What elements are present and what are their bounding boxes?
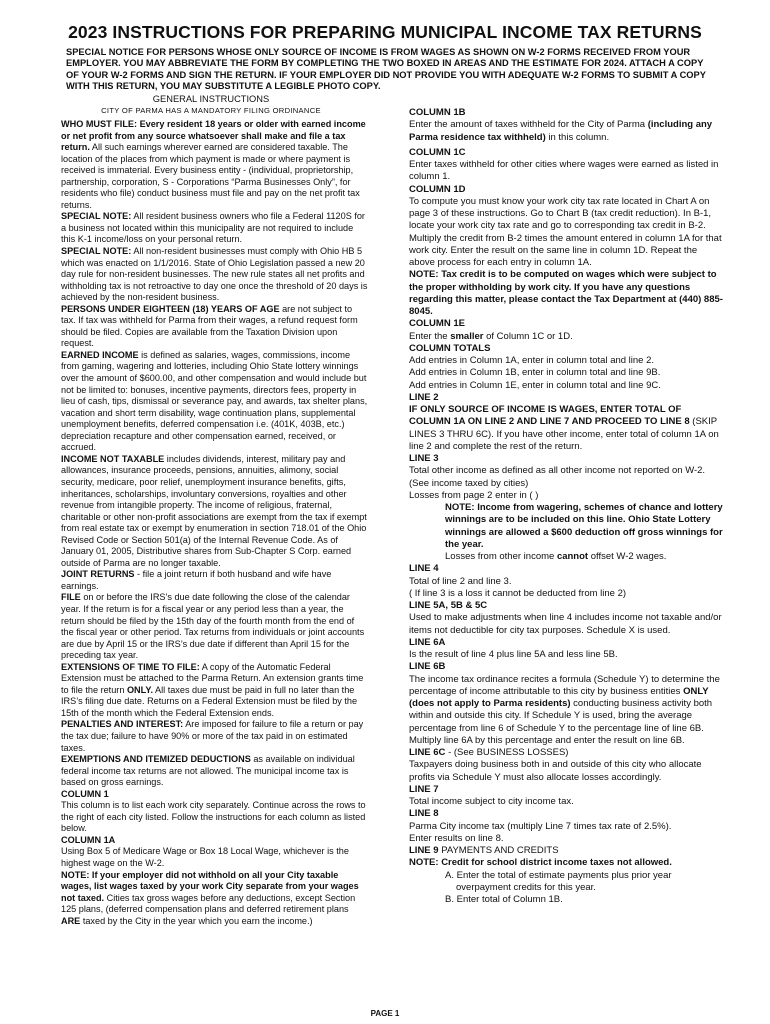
persons-under-18: PERSONS UNDER EIGHTEEN (18) YEARS OF AGE are not subject to tax. If tax was withheld for Parma from their wages, a refund request form should be filed. Copies are available from the Taxation Division upon request. [61, 303, 358, 349]
page-number: PAGE 1 [370, 1009, 400, 1018]
column-1b-text: Enter the amount of taxes withheld for the City of Parma (including any Parma residence tax withheld) in this column. [409, 119, 713, 143]
page-title: 2023 INSTRUCTIONS FOR PREPARING MUNICIPAL INCOME TAX RETURNS [68, 22, 702, 42]
line-6a-heading: LINE 6A [409, 636, 446, 648]
column-1e-text: Enter the smaller of Column 1C or 1D. [409, 330, 573, 342]
special-notice: SPECIAL NOTICE FOR PERSONS WHOSE ONLY SOURCE OF INCOME IS FROM WAGES AS SHOWN ON W-2 FORMS RECEIVED FROM YOUR EMPLOYER. YOU MAY ABBREVIATE THE FORM BY COMPLETING THE TWO BOXED IN AREAS AND THE ESTIMATE FOR 2024. ATTACH A COPY OF YOUR W-2 FORMS AND SIGN THE RETURN. IF YOUR EMPLOYER DID NOT PROVIDE YOU WITH ADEQUATE W-2 FORMS TO SUBMIT A COPY WITH THIS RETURN, YOU MAY SUBSTITUTE A LEGIBLE PHOTO COPY. [66, 47, 706, 92]
general-subheading: CITY OF PARMA HAS A MANDATORY FILING ORDINANCE [101, 106, 321, 115]
who-must-file: WHO MUST FILE: Every resident 18 years or older with earned income or net profit from any source whatsoever shall make and file a tax return. All such earnings wherever earned are considered taxable. The location of the places from which payment is made or where payment is received is immaterial. Every business entity - (individual, proprietorship, partnership, corporation, S - Corporations “Parma Businesses Only”, for residents who file) conduct business must file and pay on the net profit tax returns. [61, 119, 366, 210]
column-1e-heading: COLUMN 1E [409, 318, 465, 330]
line-6b-text: The income tax ordinance recites a formula (Schedule Y) to determine the percentage of income attributable to this city by business entities ONLY (does not apply to Parma residents) conducting business activity both within and outside this city. If Schedule Y is used, bring the average percentage from line 6 of Schedule Y to the percentage line of line 6B. Multiply line 6A by this percentage and enter the result on line 6B. [409, 673, 720, 746]
line-9-heading: LINE 9 PAYMENTS AND CREDITS [409, 845, 559, 856]
line-3-heading: LINE 3 [409, 453, 439, 464]
line-3-text-1: Total other income as defined as all other income not reported on W-2. (See income taxed by cities) [409, 465, 706, 489]
line-6a-text: Is the result of line 4 plus line 5A and less line 5B. [409, 649, 618, 660]
income-not-taxable: INCOME NOT TAXABLE includes dividends, interest, military pay and allowances, insurance proceeds, pensions, annuities, alimony, social security, medicare, poor relief, unemployment insurance benefits, gifts, inheritances, scholarships, involuntary conversions, royalties and other revenue from intangible property. The income of religious, fraternal, charitable or other non-profit associations are exempt from the tax if exempt from real estate tax or exempt by enumeration in section 718.01 of the Ohio Revised Code or Section 501(a) of the Internal Revenue Code. As of January 01, 2005, Distributive shares from Sub-Chapter S Corp. earned outside of Parma are no longer taxable. [61, 453, 367, 568]
line-4-text-2: ( If line 3 is a loss it cannot be deducted from line 2) [409, 587, 627, 599]
column-1c-text: Enter taxes withheld for other cities where wages were earned as listed in column 1. [409, 159, 719, 183]
line-4-heading: LINE 4 [409, 563, 439, 575]
extensions: EXTENSIONS OF TIME TO FILE: A copy of the Automatic Federal Extension must be attached to the Parma Return. An extension grants time to file the return ONLY. All taxes due must be paid in full no later than the IRS’s filing due date. Returns on a Federal Extension must be filed by the 15th of the month which the Federal Extension ends. [61, 661, 364, 718]
line-4-text-1: Total of line 2 and line 3. [409, 575, 512, 587]
column-totals-heading: COLUMN TOTALS [409, 342, 491, 354]
column-totals-2: Add entries in Column 1B, enter in column total and line 9B. [409, 367, 661, 379]
column-1-heading: COLUMN 1 [61, 788, 109, 799]
line-8-text-2: Enter results on line 8. [409, 832, 504, 844]
column-1d-heading: COLUMN 1D [409, 183, 466, 195]
exemptions: EXEMPTIONS AND ITEMIZED DEDUCTIONS as available on individual federal income tax returns are not allowed. The municipal income tax is based on gross earnings. [61, 754, 355, 788]
column-totals-3: Add entries in Column 1E, enter in column total and line 9C. [409, 379, 661, 391]
column-1-text: This column is to list each work city separately. Continue across the rows to the right of each city listed. Follow the instructions for each column as listed below. [61, 800, 366, 834]
line-6b-heading: LINE 6B [409, 661, 446, 673]
right-column [409, 107, 725, 906]
penalties-interest: PENALTIES AND INTEREST: Are imposed for failure to file a return or pay the tax due; failure to have 90% or more of the tax paid in on estimated taxes. [61, 719, 364, 753]
earned-income: EARNED INCOME is defined as salaries, wages, commissions, income from gaming, wagering and lotteries, including Ohio State lottery winnings over the amount of $600.00, and other compensation and would include but not be limited to: bonuses, incentive payments, directors fees, property in lieu of cash, tips, dismissal or severance pay, and awards, tax shelter plans, vacation and short term disability, wage continuation plans, supplemental unemployment benefits, deferred compensation i.e. (401K, 403B, etc.) depreciation recapture and other compensation earned, received, or accrued. [61, 349, 368, 453]
line-7-heading: LINE 7 [409, 783, 439, 795]
column-1a-text: Using Box 5 of Medicare Wage or Box 18 Local Wage, whichever is the highest wage on the W-2. [61, 846, 349, 868]
line-3-losses: Losses from other income cannot offset W-2 wages. [445, 551, 667, 562]
column-1a-note: NOTE: If your employer did not withhold on all your City taxable wages, list wages taxed by your work City separate from your wages not taxed. Cities tax gross wages before any deductions, except Section 125 plans, (deferred compensation plans and deferred retirement plans ARE taxed by the City in the year which you earn the income.) [61, 869, 359, 926]
line-6c-heading: LINE 6C - (See BUSINESS LOSSES) [409, 747, 569, 758]
line-3-text-2: Losses from page 2 enter in ( ) [409, 489, 539, 501]
line-9b: B. Enter total of Column 1B. [445, 894, 563, 905]
line-5-heading: LINE 5A, 5B & 5C [409, 600, 488, 611]
line-5-text: Used to make adjustments when line 4 includes income not taxable and/or items not deductible for city tax purposes. Schedule X is used. [409, 612, 722, 636]
column-totals-1: Add entries in Column 1A, enter in column total and line 2. [409, 355, 655, 366]
general-heading: GENERAL INSTRUCTIONS [152, 94, 270, 104]
line-3-note: NOTE: Income from wagering, schemes of chance and lottery winnings are to be included on this line. Ohio State Lottery winnings are allowed a $600 deduction off gross winnings for the year. [445, 502, 723, 550]
special-note-1: SPECIAL NOTE: All resident business owners who file a Federal 1120S for a business not located within this municipality are not required to include this K-1 income/loss on your personal return. [61, 211, 365, 245]
line-9-note: NOTE: Credit for school district income taxes not allowed. [409, 857, 672, 869]
line-2-text: IF ONLY SOURCE OF INCOME IS WAGES, ENTER TOTAL OF COLUMN 1A ON LINE 2 AND LINE 7 AND PROCEED TO LINE 8 (SKIP LINES 3 THRU 6C). If you have other income, enter total of column 1A on line 2 and complete the rest of the return. [409, 404, 719, 452]
line-8-text-1: Parma City income tax (multiply Line 7 times tax rate of 2.5%). [409, 820, 672, 832]
special-note-2: SPECIAL NOTE: All non-resident businesses must comply with Ohio HB 5 which was enacted on 1/1/2016. State of Ohio Legislation passed a new 20 day rule for non-resident businesses. The new rule states all net profits and withholding tax is not retroactive to day one once the threshold of 20 days is achieved by the non-resident business. [61, 246, 368, 303]
line-2-heading: LINE 2 [409, 391, 439, 403]
general-instructions-heading [66, 94, 356, 116]
line-6c-text: Taxpayers doing business both in and outside of this city who allocate profits via Schedule Y must also allocate losses accordingly. [409, 759, 702, 783]
column-1a-heading: COLUMN 1A [61, 834, 116, 845]
column-1b-heading: COLUMN 1B [409, 107, 466, 118]
column-1d-note: NOTE: Tax credit is to be computed on wages which were subject to the proper withholding by work city. If you have any questions regarding this matter, please contact the Tax Department at (440) 885-8045. [409, 269, 723, 317]
left-column [61, 119, 369, 927]
line-8-heading: LINE 8 [409, 808, 439, 820]
column-1d-text: To compute you must know your work city tax rate located in Chart A on page 3 of these instructions. Go to Chart B (tax credit reduction). In B-1, locate your work city tax rate and go to corresponding tax credit in B-2. Multiply the credit from B-2 times the amount entered in column 1A for that work city. Enter the result on the same line in column 1D. Repeat the above process for each entry in column 1A. [409, 195, 722, 268]
joint-returns: JOINT RETURNS - file a joint return if both husband and wife have earnings. [61, 569, 332, 591]
line-9a: A. Enter the total of estimate payments plus prior year overpayment credits for this year. [445, 869, 672, 893]
file-due-date: FILE on or before the IRS’s due date following the close of the calendar year. If the return is for a fiscal year or any period less than a year, the return should be filed by the 15th day of the fourth month from the end of the fiscal year or other period. Tax returns from individuals or joint accounts are due by April 15 or the IRS’s due date if different than April 15 for the preceding tax year. [61, 592, 365, 661]
column-1c-heading: COLUMN 1C [409, 146, 466, 158]
line-7-text: Total income subject to city income tax. [409, 796, 574, 807]
